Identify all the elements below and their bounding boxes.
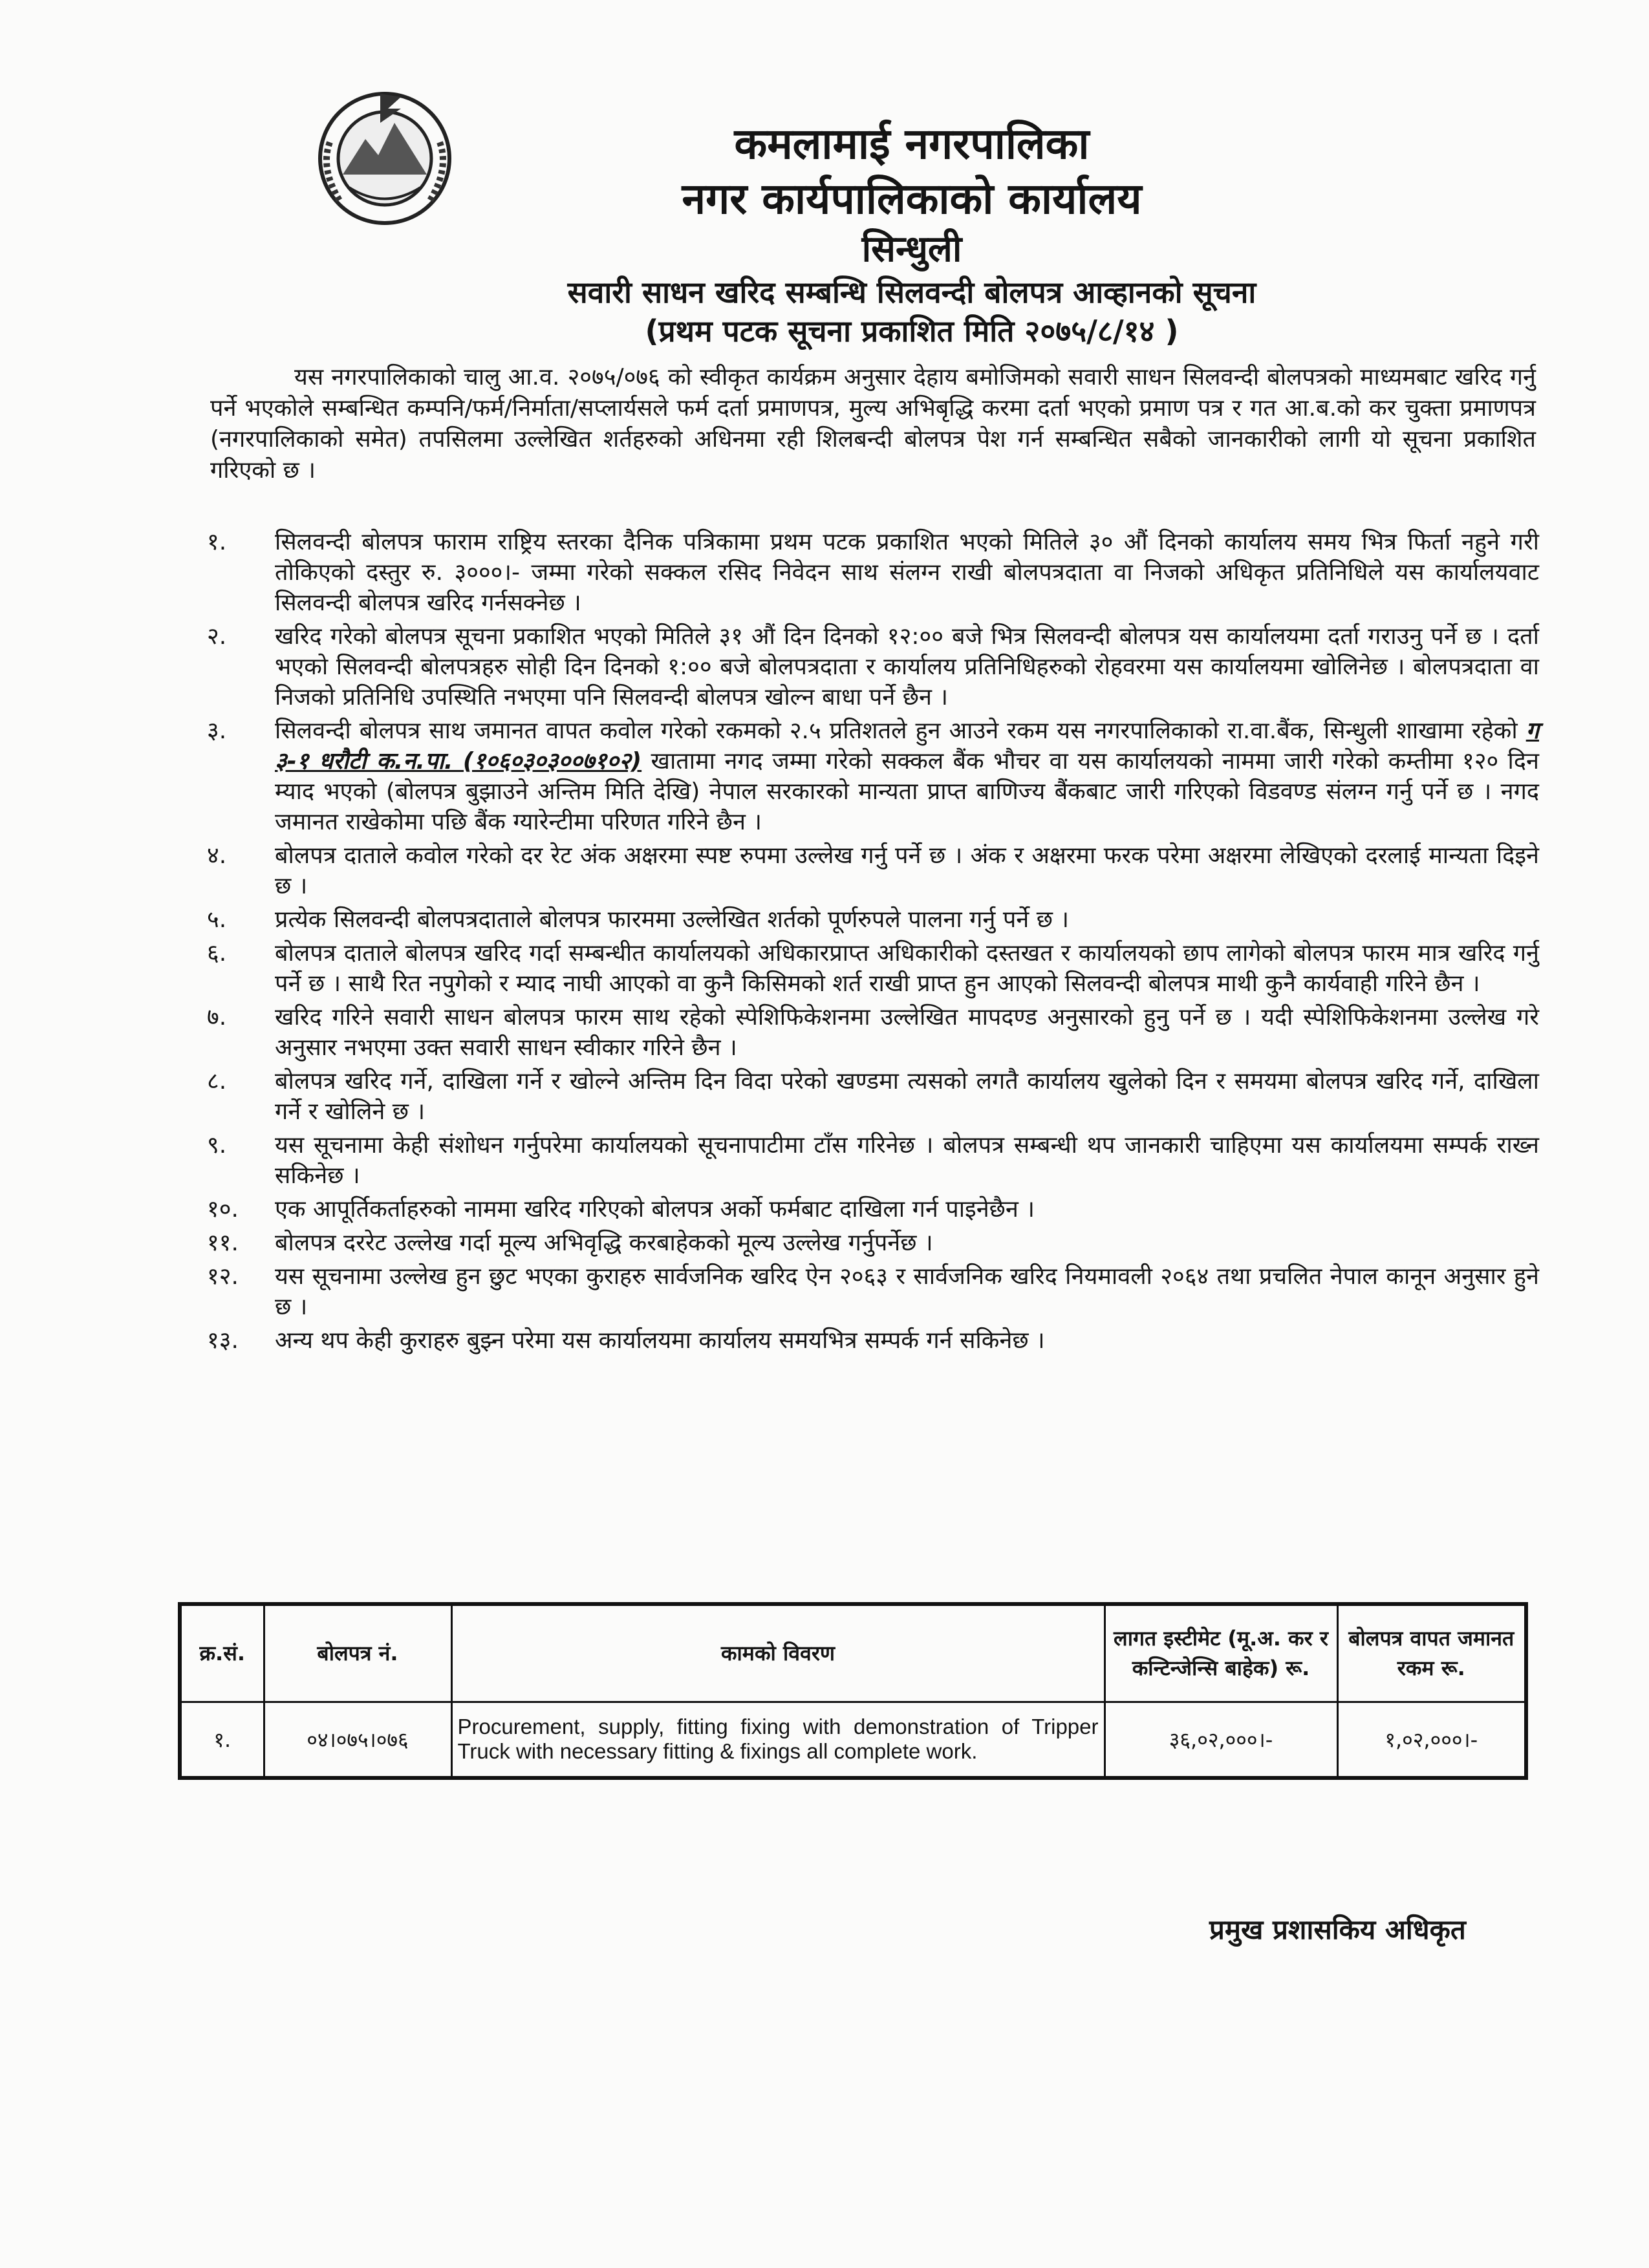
item-text: प्रत्येक सिलवन्दी बोलपत्रदाताले बोलपत्र फारममा उल्लेखित शर्तको पूर्णरुपले पालना गर्नु पर्ने छ ।	[275, 906, 1070, 933]
item-number: ४.	[207, 842, 227, 869]
header-bid-number: बोलपत्र नं.	[264, 1604, 451, 1702]
notice-title: सवारी साधन खरिद सम्बन्धि सिलवन्दी बोलपत्र आव्हानको सूचना	[567, 275, 1256, 310]
list-item	[194, 621, 1539, 712]
item-text: यस सूचनामा उल्लेख हुन छुट भएका कुराहरु सार्वजनिक खरिद ऐन २०६३ र सार्वजनिक खरिद नियमावली २०६४ तथा प्रचलित नेपाल कानून अनुसार हुने छ ।	[275, 1263, 1539, 1320]
list-item	[194, 1261, 1539, 1322]
item-text: सिलवन्दी बोलपत्र फाराम राष्ट्रिय स्तरका दैनिक पत्रिकामा प्रथम पटक प्रकाशित भएको मितिले ३० औं दिनको कार्यालय समय भित्र फिर्ता नहुने गरी तोकिएको दस्तुर रु. ३०००।- जम्मा गरेको सक्कल रसिद निवेदन साथ संलग्न राखी बोलपत्रदाता वा निजको अधिकृत प्रतिनिधिले यस कार्यालयवाट सिलवन्दी बोलपत्र खरिद गर्नसक्नेछ ।	[275, 529, 1539, 616]
district-name: सिन्धुली	[861, 228, 962, 270]
list-item	[194, 1325, 1539, 1356]
item-text: बोलपत्र दाताले कवोल गरेको दर रेट अंक अक्षरमा स्पष्ट रुपमा उल्लेख गर्नु पर्ने छ । अंक र अक्षरमा फरक परेमा अक्षरमा लेखिएको दरलाई मान्यता दिइने छ ।	[275, 842, 1539, 899]
first-published-date: (प्रथम पटक सूचना प्रकाशित मिति २०७५/८/१४ )	[645, 314, 1179, 348]
item-text: खरिद गरेको बोलपत्र सूचना प्रकाशित भएको मितिले ३१ औं दिन दिनको १२:०० बजे भित्र सिलवन्दी बोलपत्र यस कार्यालयमा दर्ता गराउनु पर्ने छ । दर्ता भएको सिलवन्दी बोलपत्रहरु सोही दिन दिनको १:०० बजे बोलपत्रदाता र कार्यालय प्रतिनिधिहरुको रोहवरमा यस कार्यालयमा खोलिनेछ । बोलपत्रदाता वा निजको प्रतिनिधि उपस्थिति नभएमा पनि सिलवन्दी बोलपत्र खोल्न बाधा पर्ने छैन ।	[275, 623, 1539, 711]
item-number: २.	[207, 623, 227, 650]
item-number: ५.	[207, 906, 227, 933]
list-item	[194, 1194, 1539, 1225]
list-item	[194, 1130, 1539, 1191]
item-number: ८.	[207, 1068, 227, 1095]
header-work-description: कामको विवरण	[451, 1604, 1105, 1702]
intro-paragraph: यस नगरपालिकाको चालु आ.व. २०७५/०७६ को स्वीकृत कार्यक्रम अनुसार देहाय बमोजिमको सवारी साधन सिलवन्दी बोलपत्रको माध्यमबाट खरिद गर्नु पर्ने भएकोले सम्बन्धित कम्पनि/फर्म/निर्माता/सप्लार्यसले फर्म दर्ता प्रमाणपत्र, मुल्य अभिबृद्धि करमा दर्ता भएको प्रमाण पत्र र गत आ.ब.को कर चुक्ता प्रमाणपत्र (नगरपालिकाको समेत) तपसिलमा उल्लेखित शर्तहरुको अधिनमा रही शिलबन्दी बोलपत्र पेश गर्न सम्बन्धित सबैको जानकारीको लागी यो सूचना प्रकाशित गरिएको छ ।	[210, 364, 1536, 484]
header-serial: क्र.सं.	[180, 1604, 264, 1702]
list-item	[194, 904, 1539, 935]
item-number: १३.	[207, 1327, 239, 1354]
item-text: खरिद गरिने सवारी साधन बोलपत्र फारम साथ रहेको स्पेशिफिकेशनमा उल्लेखित मापदण्ड अनुसारको हुनु पर्ने छ । यदी स्पेशिफिकेशनमा उल्लेख गरे अनुसार नभएमा उक्त सवारी साधन स्वीकार गरिने छैन ।	[275, 1004, 1539, 1061]
cell-bid-security: १,०२,०००।-	[1337, 1702, 1526, 1778]
item-number: ११.	[207, 1230, 239, 1256]
cell-bid-number: ०४।०७५।०७६	[264, 1702, 451, 1778]
list-item	[194, 716, 1539, 837]
list-item	[194, 1002, 1539, 1063]
item-text: बोलपत्र खरिद गर्ने, दाखिला गर्ने र खोल्ने अन्तिम दिन विदा परेको खण्डमा त्यसको लगतै कार्यालय खुलेको दिन र समयमा बोलपत्र खरिद गर्ने, दाखिला गर्ने र खोलिने छ ।	[275, 1068, 1539, 1125]
cell-serial: १.	[180, 1702, 264, 1778]
item-number: ९.	[207, 1132, 227, 1159]
item-text: अन्य थप केही कुराहरु बुझ्न परेमा यस कार्यालयमा कार्यालय समयभित्र सम्पर्क गर्न सकिनेछ ।	[275, 1327, 1045, 1354]
table-row	[180, 1702, 1526, 1778]
list-item	[194, 1066, 1539, 1127]
item-text: बोलपत्र दररेट उल्लेख गर्दा मूल्य अभिवृद्धि करबाहेकको मूल्य उल्लेख गर्नुपर्नेछ ।	[275, 1230, 933, 1256]
header-cost-estimate: लागत इस्टीमेट (मू.अ. कर र कन्टिन्जेन्सि बाहेक) रू.	[1105, 1604, 1337, 1702]
item-number: १०.	[207, 1196, 239, 1223]
table-header-row	[180, 1604, 1526, 1702]
municipality-emblem-icon	[304, 71, 466, 233]
office-name: नगर कार्यपालिकाको कार्यालय	[682, 174, 1142, 224]
item-number: ३.	[207, 718, 227, 744]
cell-work-description: Procurement, supply, fitting fixing with demonstration of Tripper Truck with necessary fitting & fixings all complete work.	[451, 1702, 1105, 1778]
municipality-name: कमलामाई नगरपालिका	[734, 119, 1090, 169]
cell-cost-estimate: ३६,०२,०००।-	[1105, 1702, 1337, 1778]
conditions-list	[194, 527, 1539, 1359]
item-text: खातामा नगद जम्मा गरेको सक्कल बैंक भौचर वा यस कार्यालयको नाममा जारी गरेको कम्तीमा १२० दिन म्याद भएको (बोलपत्र बुझाउने अन्तिम मिति देखि) नेपाल सरकारको मान्यता प्राप्त बाणिज्य बैंकबाट जारी गरिएको विडवण्ड संलग्न गर्नु पर्ने छ । नगद जमानत राखेकोमा पछि बैंक ग्यारेन्टीमा परिणत गरिने छैन ।	[275, 748, 1539, 835]
item-number: १२.	[207, 1263, 239, 1290]
tender-table	[178, 1602, 1528, 1780]
list-item	[194, 527, 1539, 618]
header-bid-security: बोलपत्र वापत जमानत रकम रू.	[1337, 1604, 1526, 1702]
item-text: एक आपूर्तिकर्ताहरुको नाममा खरिद गरिएको बोलपत्र अर्को फर्मबाट दाखिला गर्न पाइनेछैन ।	[275, 1196, 1035, 1223]
item-number: १.	[207, 529, 227, 555]
item-text: यस सूचनामा केही संशोधन गर्नुपरेमा कार्यालयको सूचनापाटीमा टाँस गरिनेछ । बोलपत्र सम्बन्धी थप जानकारी चाहिएमा यस कार्यालयमा सम्पर्क राख्न सकिनेछ ।	[275, 1132, 1539, 1189]
signatory-title: प्रमुख प्रशासकिय अधिकृत	[1209, 1914, 1466, 1945]
item-number: ६.	[207, 940, 227, 967]
item-text: बोलपत्र दाताले बोलपत्र खरिद गर्दा सम्बन्धीत कार्यालयको अधिकारप्राप्त अधिकारीको दस्तखत र कार्यालयको छाप लागेको बोलपत्र फारम मात्र खरिद गर्नु पर्ने छ । साथै रित नपुगेको र म्याद नाघी आएको वा कुनै किसिमको शर्त राखी प्राप्त हुन आएको सिलवन्दी बोलपत्र माथी कुनै कार्यवाही गरिने छैन ।	[275, 940, 1539, 997]
deposit-account-number: ग ३-१ धरौटी क.न.पा. (१०६०३०३००७१०२)	[275, 718, 1539, 775]
list-item	[194, 938, 1539, 999]
list-item	[194, 1228, 1539, 1258]
list-item	[194, 840, 1539, 901]
item-text: सिलवन्दी बोलपत्र साथ जमानत वापत कवोल गरेको रकमको २.५ प्रतिशतले हुन आउने रकम यस नगरपालिकाको रा.वा.बैंक, सिन्धुली शाखामा रहेको	[275, 718, 1518, 744]
item-number: ७.	[207, 1004, 227, 1031]
